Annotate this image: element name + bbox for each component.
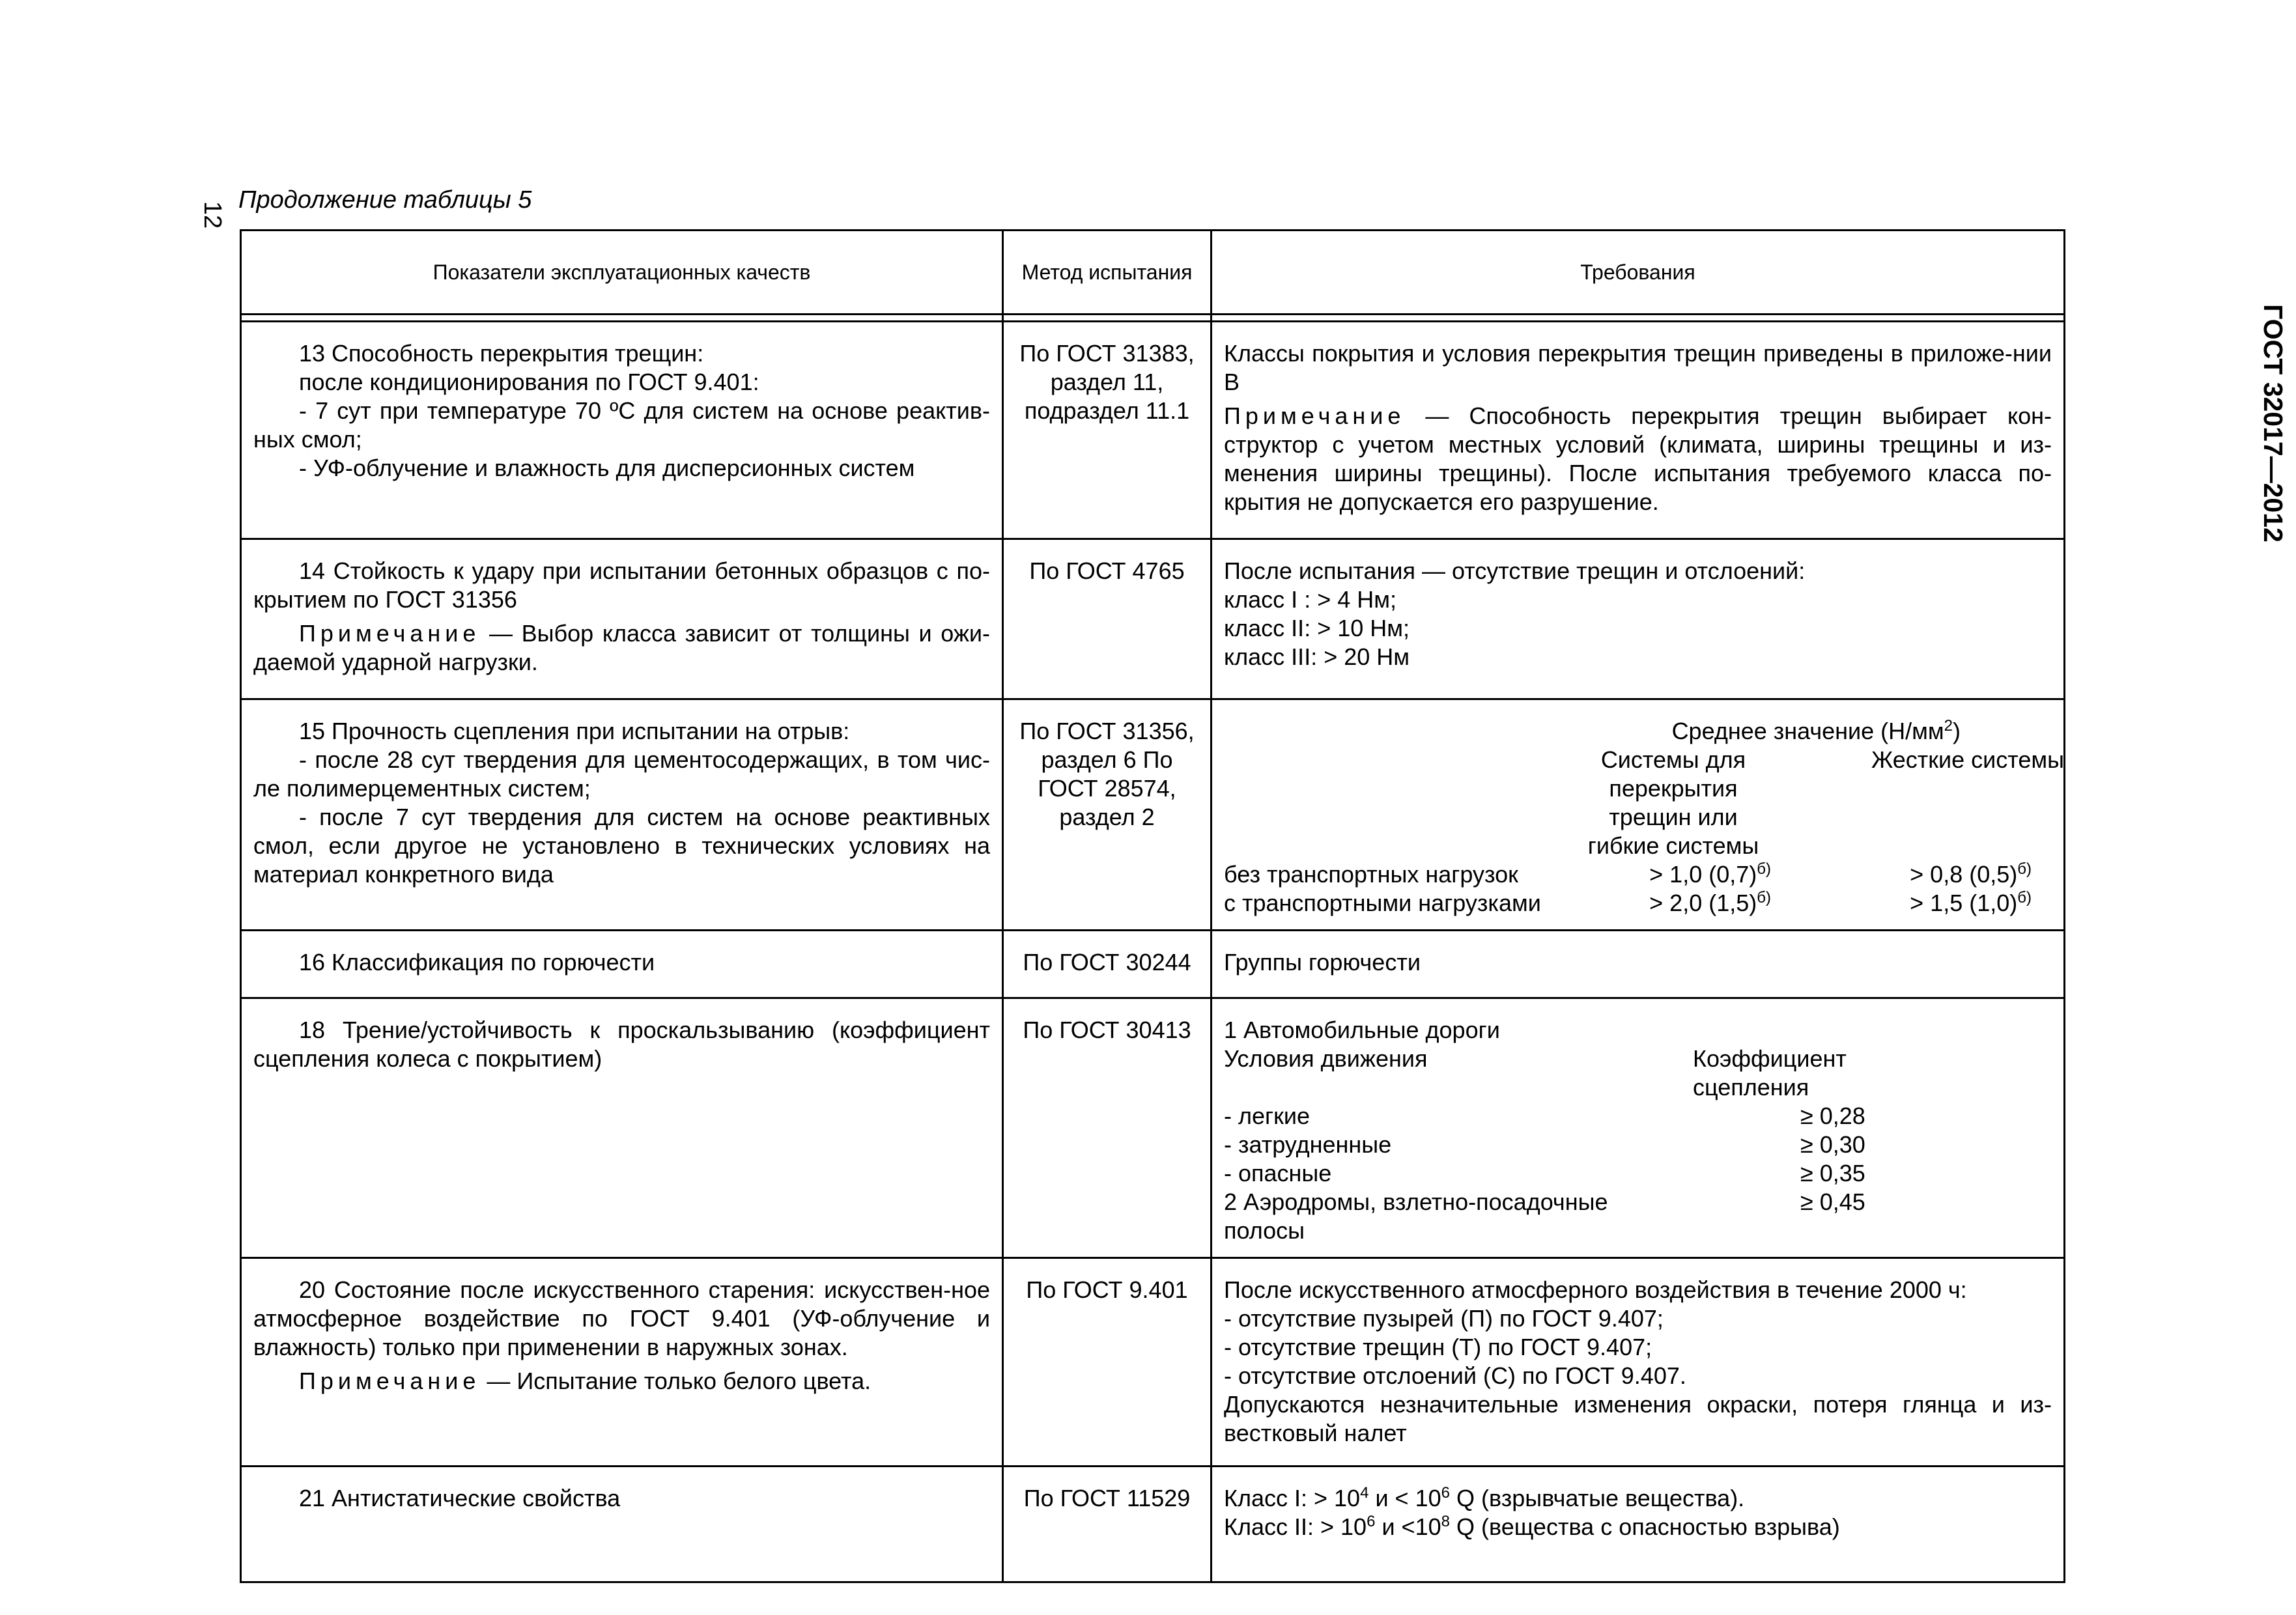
requirement-cell: Класс I: > $10^4$ $и < 10^6$ Q (взрывчатые вещества). Класс II: > $10^6$ $и <10^8$ Q (вещества с опасностью взрыва): [1212, 1467, 2065, 1582]
table-row: [241, 539, 2065, 699]
requirement-cell: После испытания — отсутствие трещин и отслоений: класс I : > 4 Нм; класс II: > 10 Нм; класс III: > 20 Нм: [1212, 539, 2065, 699]
header-requirements: Требования: [1212, 231, 2065, 315]
method-cell: По ГОСТ 9.401: [1003, 1258, 1212, 1467]
method-cell: По ГОСТ 31383, раздел 11, подраздел 11.1: [1003, 322, 1212, 539]
table-row: [241, 1258, 2065, 1467]
header-indicators: Показатели эксплуатационных качеств: [241, 231, 1003, 315]
indicator-cell: 14 Стойкость к удару при испытании бетонных образцов с по-крытием по ГОСТ 31356 Примечание — Выбор класса зависит от толщины и ожи-даемой ударной нагрузки.: [241, 539, 1003, 699]
method-cell: По ГОСТ 31356, раздел 6 По ГОСТ 28574, раздел 2: [1003, 699, 1212, 931]
indicator-cell: 13 Способность перекрытия трещин: после кондиционирования по ГОСТ 9.401: - 7 сут при температуре 70 ºС для систем на основе реактив-ных смол; - УФ-облучение и влажность для дисперсионных систем: [241, 322, 1003, 539]
table-row: [241, 699, 2065, 931]
method-cell: По ГОСТ 11529: [1003, 1467, 1212, 1582]
requirement-cell: Классы покрытия и условия перекрытия трещин приведены в приложе-нии В Примечание — Способность перекрытия трещин выбирает кон-структор с учетом местных условий (климата, ширины трещины и из-менения ширины трещины). После испытания требуемого класса по-крытия не допускается его разрушение.: [1212, 322, 2065, 539]
indicator-cell: 20 Состояние после искусственного старения: искусствен-ное атмосферное воздействие по ГОСТ 9.401 (УФ-облучение и влажность) только при применении в наружных зонах. Примечание — Испытание только белого цвета.: [241, 1258, 1003, 1467]
note-label: Примечание: [1224, 402, 1406, 429]
requirement-cell: Среднее значение $(Н/мм^2)$ Системы для перекрытия трещин или гибкие системы Жесткие системы без транспортных нагрузок > 1,0 $(0,7)^{б)}$ > 0,8 $(0,5)^{б)}$ с транспортными нагрузками > 2,0 $(1,5)^{б)}$ > 1,5 $(1,0)^{б)}$: [1212, 699, 2065, 931]
standard-id: ГОСТ 32017—2012: [2258, 304, 2288, 542]
requirement-cell: 1 Автомобильные дороги Условия движения Коэффициент сцепления - легкие ≥ 0,28 - затрудненные ≥ 0,30 - опасные ≥ 0,35 2 Аэродромы, взлетно-посадочные полосы ≥ 0,45: [1212, 998, 2065, 1258]
table-row: [241, 1467, 2065, 1582]
method-cell: По ГОСТ 30413: [1003, 998, 1212, 1258]
page-number: 12: [199, 201, 226, 229]
method-cell: По ГОСТ 4765: [1003, 539, 1212, 699]
table-row: [241, 998, 2065, 1258]
indicator-cell: 21 Антистатические свойства: [241, 1467, 1003, 1582]
method-cell: По ГОСТ 30244: [1003, 931, 1212, 998]
requirement-cell: После искусственного атмосферного воздействия в течение 2000 ч: - отсутствие пузырей (П) по ГОСТ 9.407; - отсутствие трещин (Т) по ГОСТ 9.407; - отсутствие отслоений (С) по ГОСТ 9.407. Допускаются незначительные изменения окраски, потеря глянца и из-вестковый налет: [1212, 1258, 2065, 1467]
indicator-cell: 18 Трение/устойчивость к проскальзыванию (коэффициент сцепления колеса с покрытием): [241, 998, 1003, 1258]
table-row: [241, 322, 2065, 539]
note-label: Примечание: [299, 1368, 481, 1394]
indicator-cell: 16 Классификация по горючести: [241, 931, 1003, 998]
table-row: [241, 931, 2065, 998]
requirement-cell: Группы горючести: [1212, 931, 2065, 998]
note-label: Примечание: [299, 620, 481, 647]
header-test-method: Метод испытания: [1003, 231, 1212, 315]
table-caption: Продолжение таблицы 5: [238, 186, 532, 214]
indicator-cell: 15 Прочность сцепления при испытании на отрыв: - после 28 сут твердения для цементосодержащих, в том чис-ле полимерцементных систем; - после 7 сут твердения для систем на основе реактивных смол, если другое не установлено в технических условиях на материал конкретного вида: [241, 699, 1003, 931]
requirements-table: [240, 229, 2065, 1583]
